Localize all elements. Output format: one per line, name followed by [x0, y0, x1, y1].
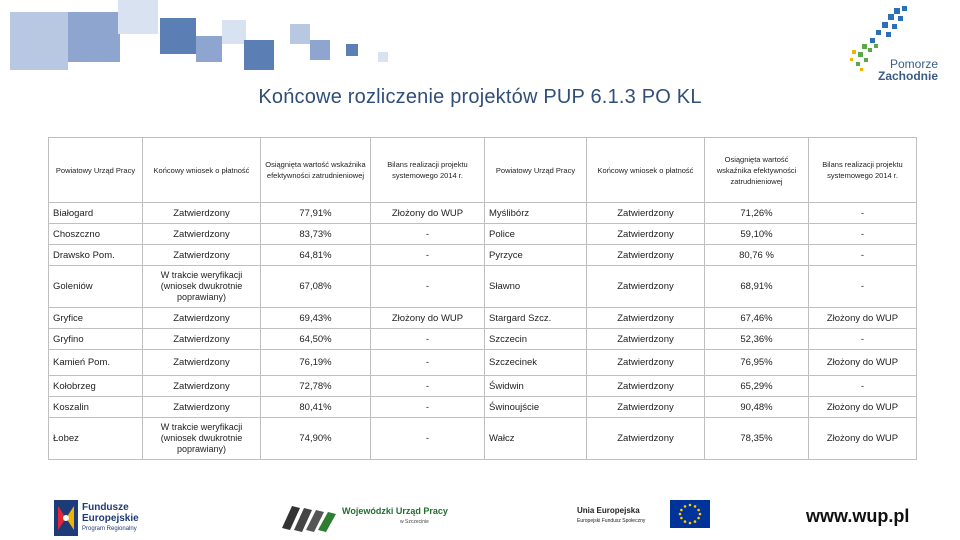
table-cell: Świnoujście	[485, 397, 587, 418]
table-cell: Drawsko Pom.	[49, 245, 143, 266]
table-cell: Złożony do WUP	[809, 397, 917, 418]
table-row	[49, 350, 917, 376]
table-cell: Kołobrzeg	[49, 376, 143, 397]
table-cell: 52,36%	[705, 329, 809, 350]
table-cell: Zatwierdzony	[587, 350, 705, 376]
table-cell: 65,29%	[705, 376, 809, 397]
table-header-row	[49, 138, 917, 203]
table-cell: 80,41%	[261, 397, 371, 418]
table-cell: -	[371, 376, 485, 397]
table-cell: Zatwierdzony	[587, 203, 705, 224]
table-cell: Złożony do WUP	[809, 308, 917, 329]
table-cell: -	[809, 245, 917, 266]
table-cell: 71,26%	[705, 203, 809, 224]
header-cell: Powiatowy Urząd Pracy	[49, 138, 143, 203]
table-row	[49, 266, 917, 308]
table-cell: -	[371, 397, 485, 418]
table-cell: Myślibórz	[485, 203, 587, 224]
table-row	[49, 329, 917, 350]
table-cell: -	[371, 329, 485, 350]
header-cell: Końcowy wniosek o płatność	[587, 138, 705, 203]
table-cell: -	[371, 224, 485, 245]
table-cell: Stargard Szcz.	[485, 308, 587, 329]
footer-logos	[0, 492, 960, 540]
table-cell: 77,91%	[261, 203, 371, 224]
table-cell: -	[809, 224, 917, 245]
table-cell: -	[809, 376, 917, 397]
eu-text: Unia Europejska Europejski Fundusz Społeczny	[577, 506, 646, 524]
table-row	[49, 224, 917, 245]
table-cell: Gryfino	[49, 329, 143, 350]
table-cell: -	[809, 329, 917, 350]
table-cell: 83,73%	[261, 224, 371, 245]
decor-squares	[0, 0, 400, 80]
table-row	[49, 397, 917, 418]
table-row	[49, 418, 917, 460]
table-cell: -	[371, 350, 485, 376]
table-row	[49, 245, 917, 266]
table-cell: Świdwin	[485, 376, 587, 397]
table-cell: Zatwierdzony	[143, 376, 261, 397]
table-cell: -	[371, 266, 485, 308]
header-cell: Osiągnięta wartość wskaźnika efektywności zatrudnieniowej	[261, 138, 371, 203]
table-cell: 68,91%	[705, 266, 809, 308]
table-cell: 67,08%	[261, 266, 371, 308]
table-cell: 90,48%	[705, 397, 809, 418]
table-cell: 78,35%	[705, 418, 809, 460]
wup-name: Wojewódzki Urząd Pracy	[342, 506, 448, 516]
table-cell: Złożony do WUP	[809, 418, 917, 460]
table-cell: 59,10%	[705, 224, 809, 245]
table-cell: Choszczno	[49, 224, 143, 245]
table-cell: 69,43%	[261, 308, 371, 329]
table-cell: Zatwierdzony	[587, 329, 705, 350]
table-cell: 64,50%	[261, 329, 371, 350]
table-cell: Pyrzyce	[485, 245, 587, 266]
table-cell: Goleniów	[49, 266, 143, 308]
table-cell: Koszalin	[49, 397, 143, 418]
brand-name: Pomorze Zachodnie	[877, 57, 938, 83]
fundusze-europejskie-logo-icon	[54, 500, 78, 536]
page-title: Końcowe rozliczenie projektów PUP 6.1.3 PO KL	[258, 86, 702, 108]
table-row	[49, 376, 917, 397]
table-cell: Szczecin	[485, 329, 587, 350]
table-cell: 64,81%	[261, 245, 371, 266]
header-cell: Końcowy wniosek o płatność	[143, 138, 261, 203]
table-cell: Sławno	[485, 266, 587, 308]
table-cell: 76,95%	[705, 350, 809, 376]
table-cell: W trakcie weryfikacji (wniosek dwukrotnie poprawiany)	[143, 418, 261, 460]
table-cell: 76,19%	[261, 350, 371, 376]
table-row	[49, 308, 917, 329]
table-cell: Zatwierdzony	[143, 203, 261, 224]
table-cell: Zatwierdzony	[143, 308, 261, 329]
header-cell: Powiatowy Urząd Pracy	[485, 138, 587, 203]
table-cell: 80,76 %	[705, 245, 809, 266]
table-cell: Złożony do WUP	[371, 308, 485, 329]
table-cell: Zatwierdzony	[587, 418, 705, 460]
table-cell: Zatwierdzony	[143, 329, 261, 350]
table-cell: Złożony do WUP	[371, 203, 485, 224]
table-cell: Zatwierdzony	[587, 308, 705, 329]
table-cell: Zatwierdzony	[587, 397, 705, 418]
wup-city: w Szczecinie	[400, 519, 429, 525]
table-cell: -	[371, 245, 485, 266]
table-row	[49, 203, 917, 224]
table-cell: 72,78%	[261, 376, 371, 397]
table-cell: 67,46%	[705, 308, 809, 329]
table-cell: Szczecinek	[485, 350, 587, 376]
table-cell: Zatwierdzony	[587, 224, 705, 245]
header-cell: Bilans realizacji projektu systemowego 2014 r.	[371, 138, 485, 203]
table-cell: Wałcz	[485, 418, 587, 460]
table-cell: Zatwierdzony	[587, 266, 705, 308]
header-cell: Osiągnięta wartość wskaźnika efektywności zatrudnieniowej	[705, 138, 809, 203]
table-cell: 74,90%	[261, 418, 371, 460]
header-cell: Bilans realizacji projektu systemowego 2014 r.	[809, 138, 917, 203]
table-cell: Zatwierdzony	[143, 397, 261, 418]
table-cell: Zatwierdzony	[143, 245, 261, 266]
table-cell: -	[371, 418, 485, 460]
table-cell: Kamień Pom.	[49, 350, 143, 376]
table-cell: Złożony do WUP	[809, 350, 917, 376]
table-cell: Zatwierdzony	[587, 376, 705, 397]
table-cell: -	[809, 266, 917, 308]
table-cell: Gryfice	[49, 308, 143, 329]
table-cell: Police	[485, 224, 587, 245]
table-cell: Zatwierdzony	[587, 245, 705, 266]
eu-flag-icon	[670, 500, 710, 528]
fundusze-europejskie-text: Fundusze Europejskie Program Regionalny	[82, 502, 139, 532]
table-cell: -	[809, 203, 917, 224]
table-cell: Białogard	[49, 203, 143, 224]
table-cell: Zatwierdzony	[143, 350, 261, 376]
table-cell: Zatwierdzony	[143, 224, 261, 245]
table-cell: W trakcie weryfikacji (wniosek dwukrotnie poprawiany)	[143, 266, 261, 308]
table-cell: Łobez	[49, 418, 143, 460]
website-link[interactable]: www.wup.pl	[806, 506, 910, 526]
settlement-table	[48, 137, 917, 460]
wup-logo-icon	[280, 498, 340, 534]
